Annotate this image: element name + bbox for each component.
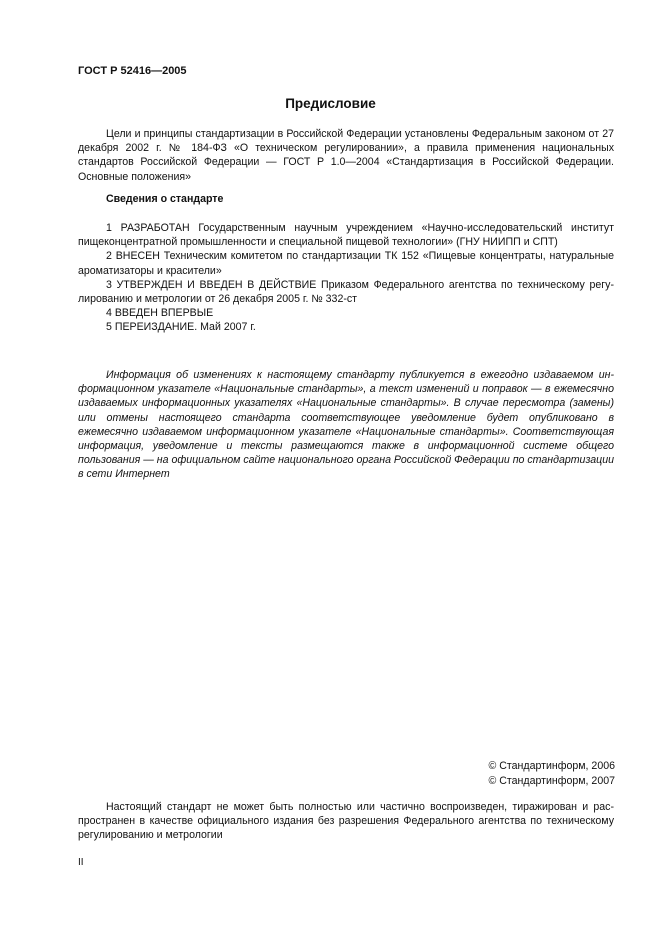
about-item-developed: 1 РАЗРАБОТАН Государственным научным учреждением «Научно-исследовательский институт пищеконцентратной промышленности и специальной пищевой технологии» (ГНУ НИИПП и СПТ) xyxy=(78,222,614,249)
reproduction-notice: Настоящий стандарт не может быть полностью или частично воспроизведен, тиражирован и распространен в качестве официального издания без разрешения Федерального агентства по техническому регулированию и метрологии xyxy=(78,801,614,842)
document-code: ГОСТ Р 52416—2005 xyxy=(78,65,187,77)
about-item-submitted: 2 ВНЕСЕН Техническим комитетом по стандартизации ТК 152 «Пищевые концентраты, натуральные ароматизаторы и красители» xyxy=(78,250,614,277)
about-standard-heading: Сведения о стандарте xyxy=(106,193,224,205)
about-standard-list xyxy=(78,221,614,335)
about-item-first-introduced: 4 ВВЕДЕН ВПЕРВЫЕ xyxy=(106,307,214,320)
purpose-paragraph: Цели и принципы стандартизации в Российской Федерации установлены Федеральным законом от 27 декабря 2002 г. № 184-ФЗ «О техническом регулировании», а правила применения национальных стандартов Российской Федерации — ГОСТ Р 1.0—2004 «Стандартизация в Российской Федерации. Основные положения» xyxy=(78,128,614,183)
copyright-line: © Стандартинформ, 2006 xyxy=(488,760,615,772)
copyright-line: © Стандартинформ, 2007 xyxy=(488,775,615,787)
copyright-block xyxy=(489,759,615,789)
info-paragraph: Информация об изменениях к настоящему стандарту публикуется в ежегодно издаваемом информационном указателе «Национальные стандарты», а текст изменений и поправок — в ежемесячно издаваемых информационных указателях «Национальные стандарты». В случае пересмотра (замены) или отмены настоящего стандарта соответствующее уведомление будет опубликовано в ежемесячно издаваемом информационном указателе «Национальные стандарты». Соответствующая информация, уведомление и тексты размещаются также в информационной системе общего пользования — на официальном сайте национального органа Российской Федерации по стандартизации в сети Интернет xyxy=(78,369,614,481)
about-item-approved: 3 УТВЕРЖДЕН И ВВЕДЕН В ДЕЙСТВИЕ Приказом Федерального агентства по техническому регулированию и метрологии от 26 декабря 2005 г. № 332-ст xyxy=(78,278,614,306)
about-item-reissue: 5 ПЕРЕИЗДАНИЕ. Май 2007 г. xyxy=(106,321,256,334)
page-number: II xyxy=(78,857,84,868)
page-title: Предисловие xyxy=(285,96,376,111)
